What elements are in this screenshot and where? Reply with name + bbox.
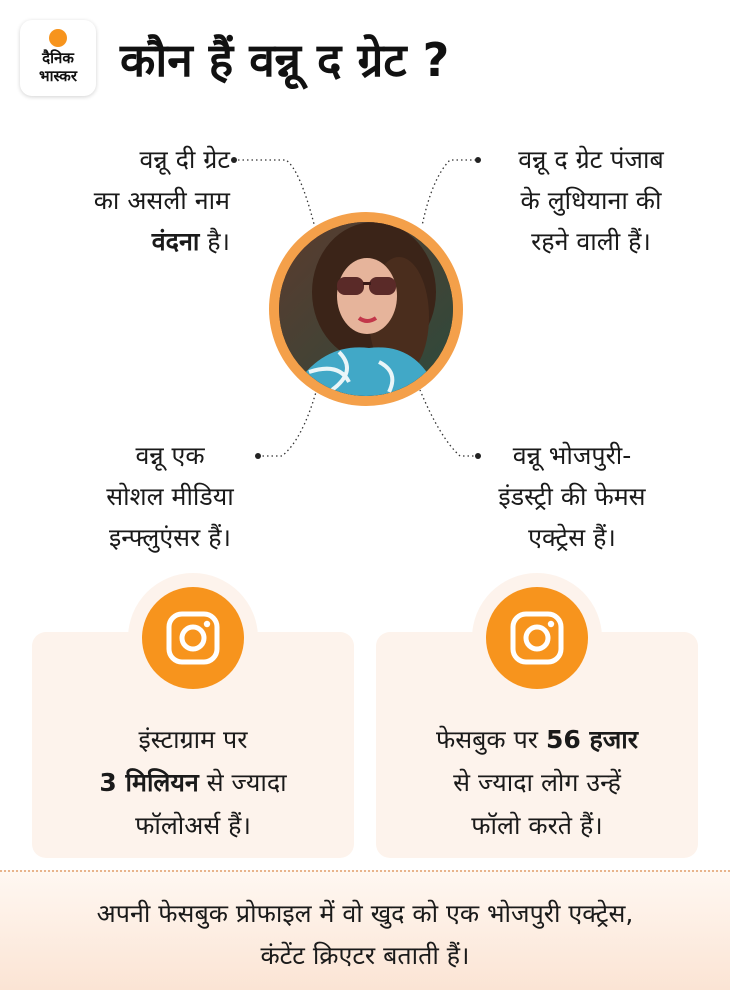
fact-real-name-line-2: का असली नाम [93, 186, 230, 215]
fact-actress-line-1: वन्नू भोजपुरी- [512, 441, 632, 470]
instagram-icon [486, 587, 588, 689]
fact-hometown-line-2: के लुधियाना की [520, 186, 662, 215]
instagram-line-1: इंस्टाग्राम पर [138, 725, 248, 754]
fact-hometown [476, 139, 706, 262]
connector-top-left [238, 160, 314, 224]
fact-hometown-line-1: वन्नू द ग्रेट पंजाब [518, 145, 664, 174]
facebook-badge [486, 587, 588, 689]
instagram-line-2-rest: से ज्यादा [198, 768, 287, 797]
real-name-rest: है। [199, 227, 230, 256]
fact-influencer-line-1: वन्नू एक [135, 441, 205, 470]
facebook-line-2: से ज्यादा लोग उन्हें [453, 768, 621, 797]
logo-line-2: भास्कर [39, 67, 77, 85]
facebook-line-1 [376, 718, 698, 761]
fact-real-name-line-3 [40, 221, 230, 262]
footer-divider [0, 870, 730, 872]
bullet-top-left [231, 157, 237, 163]
facebook-followers-count: 56 हजार [545, 725, 638, 754]
footer-line-2: कंटेंट क्रिएटर बताती हैं। [260, 941, 470, 970]
fact-influencer [70, 435, 270, 558]
fact-actress-line-3: एक्ट्रेस हैं। [528, 523, 616, 552]
facebook-line-3: फॉलो करते हैं। [471, 811, 603, 840]
fact-real-name-line-1: वन्नू दी ग्रेट [139, 145, 230, 174]
footer-text [0, 893, 730, 977]
facebook-card-text [376, 718, 698, 847]
real-name-bold: वंदना [151, 227, 200, 256]
fact-actress [462, 435, 682, 558]
instagram-card-text [32, 718, 354, 847]
connector-top-right [422, 160, 476, 226]
instagram-followers-count: 3 मिलियन [99, 768, 199, 797]
footer-line-1: अपनी फेसबुक प्रोफाइल में वो खुद को एक भोजपुरी एक्ट्रेस, [96, 899, 634, 928]
fact-actress-line-2: इंडस्ट्री की फेमस [498, 482, 646, 511]
fact-influencer-line-3: इन्फ्लुएंसर हैं। [109, 523, 231, 552]
fact-hometown-line-3: रहने वाली हैं। [531, 227, 651, 256]
portrait-illustration [279, 222, 453, 396]
instagram-line-3: फॉलोअर्स हैं। [135, 811, 251, 840]
fact-real-name [40, 139, 230, 262]
logo-line-1: दैनिक [42, 49, 74, 67]
portrait-photo [279, 222, 453, 396]
fact-influencer-line-2: सोशल मीडिया [106, 482, 234, 511]
instagram-icon [142, 587, 244, 689]
instagram-line-2 [32, 761, 354, 804]
facebook-line-1-pre: फेसबुक पर [435, 725, 546, 754]
instagram-badge [142, 587, 244, 689]
page-title: कौन हैं वन्नू द ग्रेट ? [120, 33, 450, 87]
